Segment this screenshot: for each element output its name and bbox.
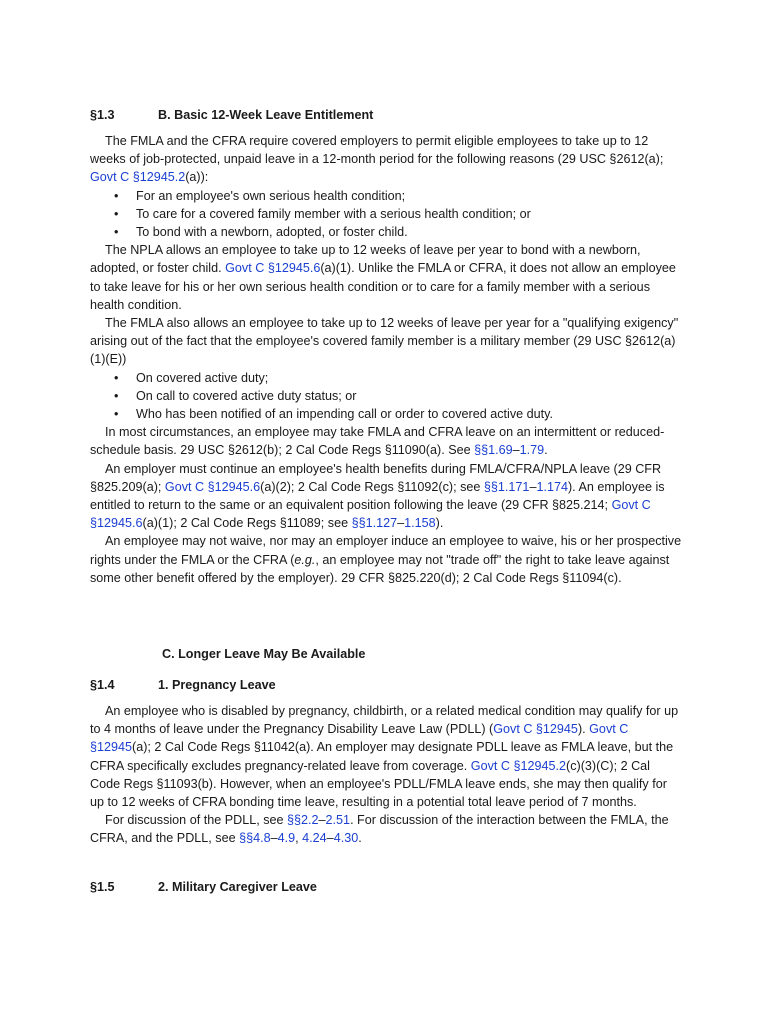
section-number: §1.3 [90, 108, 115, 122]
paragraph: An employee who is disabled by pregnancy, childbirth, or a related medical condition may qualify for up to 4 months of leave under the Pregnancy Disability Leave Law (PDLL) (Govt C §12945). Govt C §12945(a); 2 Cal Code Regs §11042(a). An employer may designate PDLL leave as FMLA leave, but the CFRA specifically excludes pregnancy-related leave from coverage. Govt C §12945.2(c)(3)(C); 2 Cal Code Regs §11093(b). However, when an employee's PDLL/FMLA leave ends, she may then qualify for up to 12 weeks of CFRA bonding time leave, resulting in a potential total leave period of 7 months. [90, 704, 679, 810]
cross-reference-link[interactable]: §§1.127 [351, 516, 398, 531]
cross-reference-link[interactable]: §§2.2 [287, 813, 319, 828]
list-item: • On covered active duty; [90, 369, 682, 387]
bullet-list [90, 187, 682, 242]
paragraph: In most circumstances, an employee may take FMLA and CFRA leave on an intermittent or reduced-schedule basis. 29 USC §2612(b); 2 Cal Code Regs §11090(a). See §§1.69–1.79. [90, 425, 665, 458]
cross-reference-link[interactable]: §§4.8 [239, 831, 271, 846]
emphasis: e.g. [294, 552, 316, 567]
section-number: §1.5 [90, 880, 115, 894]
section-heading-1-5 [90, 878, 682, 896]
section-heading-1-4 [90, 676, 682, 694]
cross-reference-link[interactable]: §§1.69 [474, 443, 513, 458]
paragraph: An employer must continue an employee's health benefits during FMLA/CFRA/NPLA leave (29 CFR §825.209(a); Govt C §12945.6(a)(2); 2 Cal Code Regs §11092(c); see §§1.171–1.174). An employee is entitled to return to the same or an equivalent position following the leave (29 CFR §825.214; Govt C §12945.6(a)(1); 2 Cal Code Regs §11089; see §§1.127–1.158). [90, 461, 665, 531]
citation-link[interactable]: Govt C §12945.2 [470, 758, 567, 773]
subsection-heading-c: C. Longer Leave May Be Available [162, 647, 366, 661]
paragraph: An employee may not waive, nor may an employer induce an employee to waive, his or her prospective rights under the FMLA or the CFRA (e.g., an employee may not "trade off" the right to take leave against some other benefit offered by the employer). 29 CFR §825.220(d); 2 Cal Code Regs §11094(c). [90, 534, 682, 585]
list-item: • On call to covered active duty status; or [90, 387, 682, 405]
bullet-list [90, 369, 682, 424]
citation-link[interactable]: Govt C §12945 [90, 722, 629, 755]
list-item: • To bond with a newborn, adopted, or foster child. [90, 223, 682, 241]
cross-reference-link[interactable]: 2.51 [325, 813, 351, 828]
cross-reference-link[interactable]: 1.79 [519, 443, 545, 458]
section-title: 1. Pregnancy Leave [158, 678, 276, 692]
citation-link[interactable]: Govt C §12945.6 [225, 261, 321, 276]
section-body-1-3 [90, 132, 682, 587]
citation-link[interactable]: Govt C §12945.6 [90, 498, 651, 531]
list-item: • For an employee's own serious health condition; [90, 187, 682, 205]
section-title: 2. Military Caregiver Leave [158, 880, 317, 894]
paragraph: The FMLA also allows an employee to take up to 12 weeks of leave per year for a "qualifying exigency" arising out of the fact that the employee's covered family member is a military member (29 USC §2612(a)(1)(E)) [90, 316, 679, 367]
citation-link[interactable]: Govt C §12945.2 [90, 170, 186, 185]
cross-reference-link[interactable]: 1.174 [536, 479, 568, 494]
paragraph: The FMLA and the CFRA require covered employers to permit eligible employees to take up to 12 weeks of job-protected, unpaid leave in a 12-month period for the following reasons (29 USC §2612(a); Govt C §12945.2(a)): [90, 134, 664, 185]
paragraph: The NPLA allows an employee to take up to 12 weeks of leave per year to bond with a newborn, adopted, or foster child. Govt C §12945.6(a)(1). Unlike the FMLA or CFRA, it does not allow an employee to take leave for his or her own serious health condition or to care for a family member with a serious health condition. [90, 243, 676, 312]
cross-reference-link[interactable]: 1.158 [404, 516, 436, 531]
list-item: • To care for a covered family member with a serious health condition; or [90, 205, 682, 223]
section-title: B. Basic 12-Week Leave Entitlement [158, 108, 374, 122]
section-heading-1-3 [90, 106, 682, 124]
cross-reference-link[interactable]: 4.30 [333, 831, 359, 846]
list-item: • Who has been notified of an impending call or order to covered active duty. [90, 405, 682, 423]
cross-reference-link[interactable]: 4.9 [277, 831, 296, 846]
paragraph: For discussion of the PDLL, see §§2.2–2.51. For discussion of the interaction between the FMLA, the CFRA, and the PDLL, see §§4.8–4.9, 4.24–4.30. [90, 813, 669, 846]
section-number: §1.4 [90, 678, 115, 692]
citation-link[interactable]: Govt C §12945 [493, 722, 578, 737]
cross-reference-link[interactable]: 4.24 [302, 831, 327, 846]
cross-reference-link[interactable]: §§1.171 [483, 479, 530, 494]
section-body-1-4 [90, 702, 682, 848]
citation-link[interactable]: Govt C §12945.6 [164, 479, 261, 494]
